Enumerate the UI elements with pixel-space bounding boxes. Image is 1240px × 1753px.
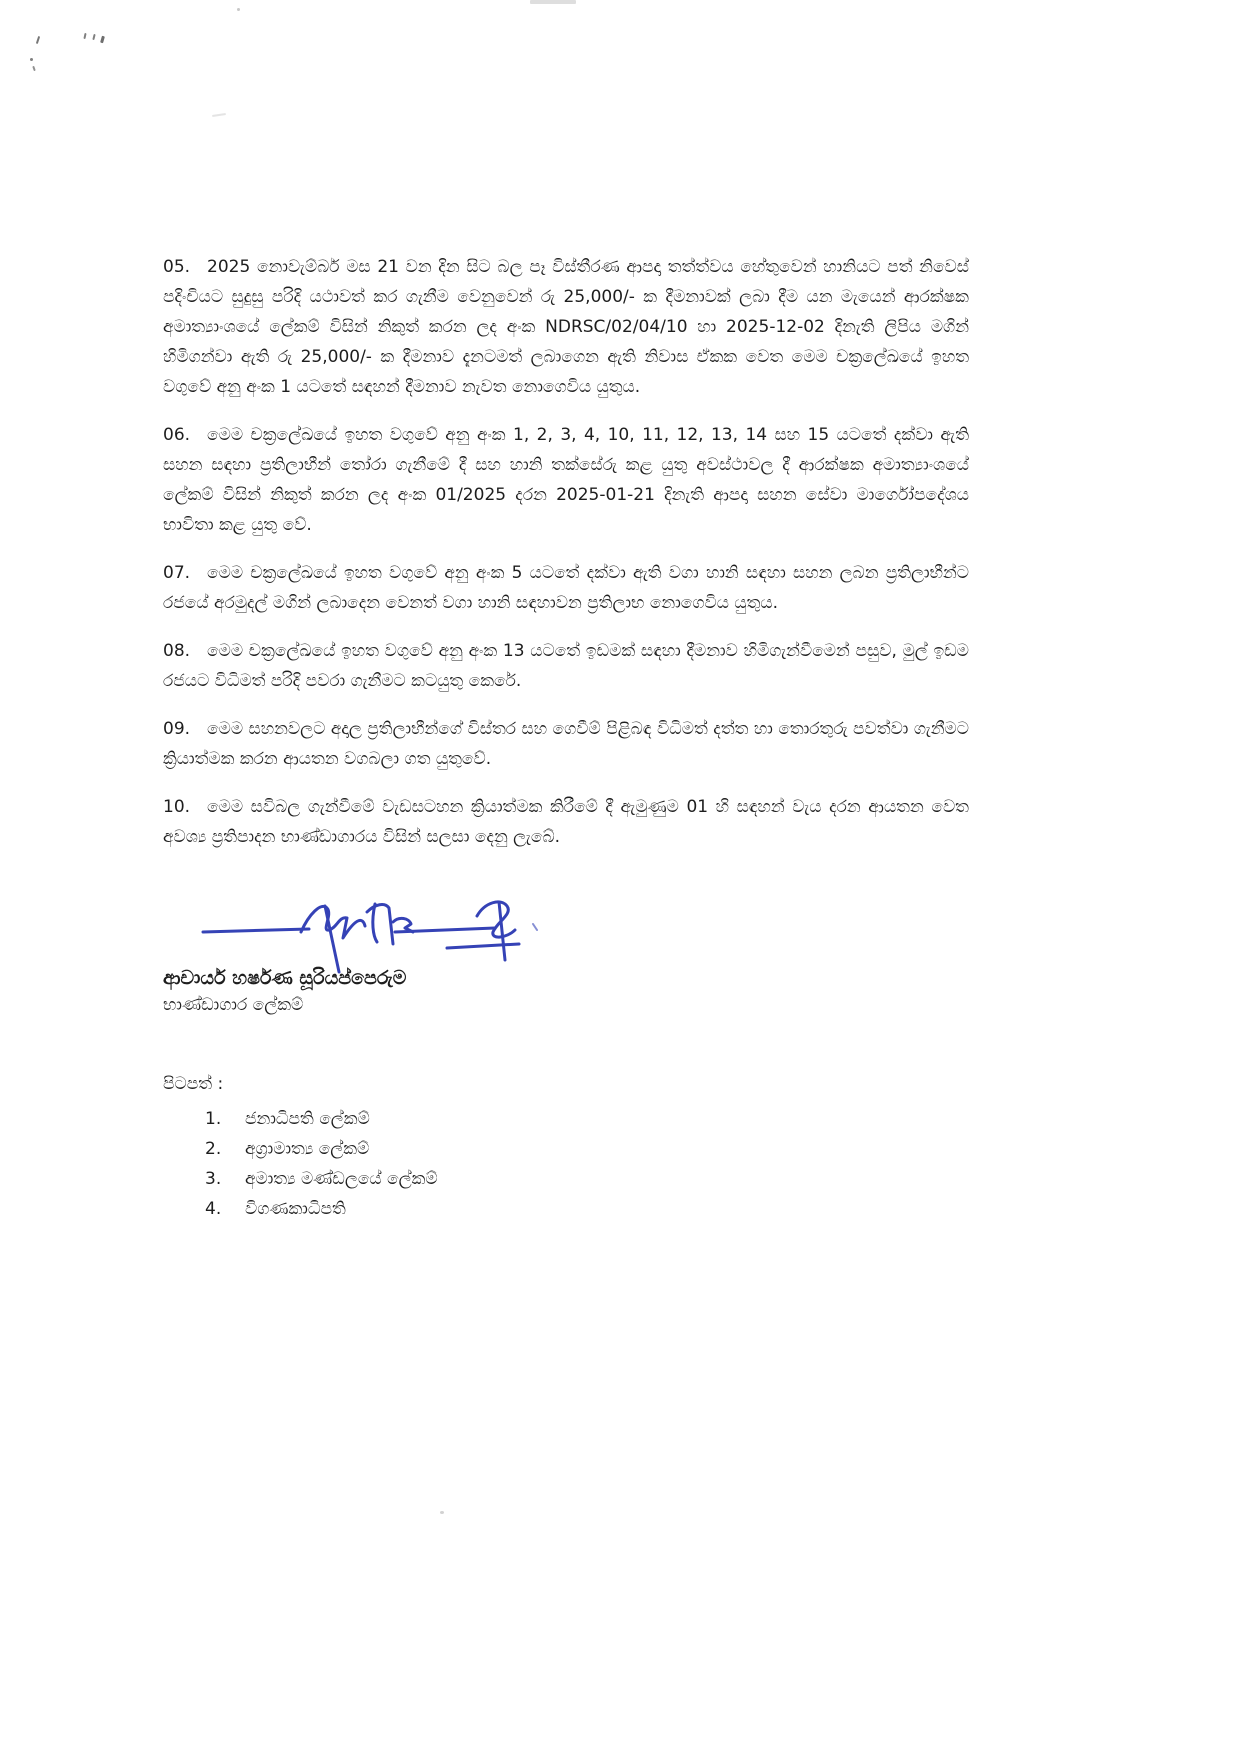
signatory-title: භාණ්ඩාගාර ලේකම් [163, 995, 304, 1015]
scan-artifact [440, 1511, 444, 1514]
signatory-name: ආචාර්ය හර්ෂණ සූරියප්පෙරුම [163, 967, 407, 989]
paragraph-10 [163, 792, 969, 852]
scan-artifact [237, 8, 240, 11]
scan-artifact [212, 113, 226, 117]
paragraph-09 [163, 714, 969, 774]
copy-item [163, 1104, 969, 1134]
pen-mark [92, 34, 95, 40]
copy-item-label: විගණකාධිපති [245, 1199, 346, 1219]
paragraph-text: මෙම චක්‍රලේඛයේ ඉහත වගුවේ අනු අංක 5 යටතේ දක්වා ඇති වගා හානි සඳහා සහන ලබන ප්‍රතිලාභීන්ට රජයේ අරමුදල් මගින් ලබාදෙන වෙනත් වගා හානි සඳහාවන ප්‍රතිලාභ නොගෙවිය යුතුය. [163, 563, 969, 613]
pen-mark [83, 33, 86, 39]
paragraph-text: මෙම සවිබල ගැන්වීමේ වැඩසටහන ක්‍රියාත්මක කිරීමේ දී ඇමුණුම 01 හි සඳහන් වැය දරන ආයතන වෙත අවශ්‍ය ප්‍රතිපාදන භාණ්ඩාගාරය විසින් සලසා දෙනු ලැබේ. [163, 797, 969, 847]
paragraph-text: මෙම සහනවලට අදාල ප්‍රතිලාභීන්ගේ විස්තර සහ ගෙවීම් පිළිබඳ විධිමත් දත්ත හා තොරතුරු පවත්වා ගැනීමට ක්‍රියාත්මක කරන ආයතන වගබලා ගත යුතුවේ. [163, 719, 969, 769]
paragraph-text: මෙම චක්‍රලේඛයේ ඉහත වගුවේ අනු අංක 1, 2, 3, 4, 10, 11, 12, 13, 14 සහ 15 යටතේ දක්වා ඇති සහන සඳහා ප්‍රතිලාභීන් තෝරා ගැනීමේ දී සහ හානි තක්සේරු කළ යුතු අවස්ථාවල දී ආරක්ෂක අමාත්‍යාංශයේ ලේකම් විසින් නිකුත් කරන ලද අංක 01/2025 දරන 2025-01-21 දිනැති ආපදා සහන සේවා මාර්ගෝපදේශය භාවිතා කළ යුතු වේ. [163, 425, 969, 535]
copy-item-label: අමාත්‍ය මණ්ඩලයේ ලේකම් [245, 1169, 438, 1189]
copy-item-label: අග්‍රාමාත්‍ය ලේකම් [245, 1139, 370, 1159]
paragraph-08 [163, 636, 969, 696]
paragraph-number: 08. [163, 641, 191, 661]
paragraph-07 [163, 558, 969, 618]
pen-mark [100, 36, 105, 44]
copy-item [163, 1194, 969, 1224]
copy-item-number: 4. [205, 1199, 222, 1219]
paragraph-text: මෙම චක්‍රලේඛයේ ඉහත වගුවේ අනු අංක 13 යටතේ ඉඩමක් සඳහා දීමනාව හිමිගැන්වීමෙන් පසුව, මුල් ඉඩම රජයට විධිමත් පරිදි පවරා ගැනීමට කටයුතු කෙරේ. [163, 641, 969, 691]
paragraph-number: 10. [163, 797, 191, 817]
paragraph-05 [163, 252, 969, 402]
copy-item-number: 1. [205, 1109, 222, 1129]
letter-body [163, 252, 969, 1224]
copy-item-number: 3. [205, 1169, 222, 1189]
paragraph-number: 09. [163, 719, 191, 739]
scan-artifact [530, 0, 576, 4]
copy-item [163, 1164, 969, 1194]
pen-mark [30, 58, 33, 61]
copy-item-number: 2. [205, 1139, 222, 1159]
pen-mark [36, 36, 40, 44]
signature-block [163, 886, 969, 1018]
paragraph-number: 07. [163, 563, 191, 583]
copy-item [163, 1134, 969, 1164]
pen-mark [32, 66, 36, 71]
paragraph-06 [163, 420, 969, 540]
copies-heading: පිටපත් : [163, 1074, 224, 1094]
paragraph-text: 2025 නොවැම්බර් මස 21 වන දින සිට බල පෑ විස්තීරණ ආපදා තත්ත්වය හේතුවෙන් හානියට පත් නිවෙස් පදිංචියට සුදුසු පරිදි යථාවත් කර ගැනීම වෙනුවෙන් රු 25,000/- ක දීමනාවක් ලබා දීම යන මැයෙන් ආරක්ෂක අමාත්‍යාංශයේ ලේකම් විසින් නිකුත් කරන ලද අංක NDRSC/02/04/10 හා 2025-12-02 දිනැති ලිපිය මගින් හිමිගන්වා ඇති රු 25,000/- ක දීමනාව දැනටමත් ලබාගෙන ඇති නිවාස ඒකක වෙත මෙම චක්‍රලේඛයේ ඉහත වගුවේ අනු අංක 1 යටතේ සඳහන් දීමනාව නැවත නොගෙවිය යුතුය. [163, 257, 969, 397]
paragraph-number: 06. [163, 425, 191, 445]
paragraph-number: 05. [163, 257, 191, 277]
copies-section [163, 1070, 969, 1224]
copy-item-label: ජනාධිපති ලේකම් [245, 1109, 370, 1129]
